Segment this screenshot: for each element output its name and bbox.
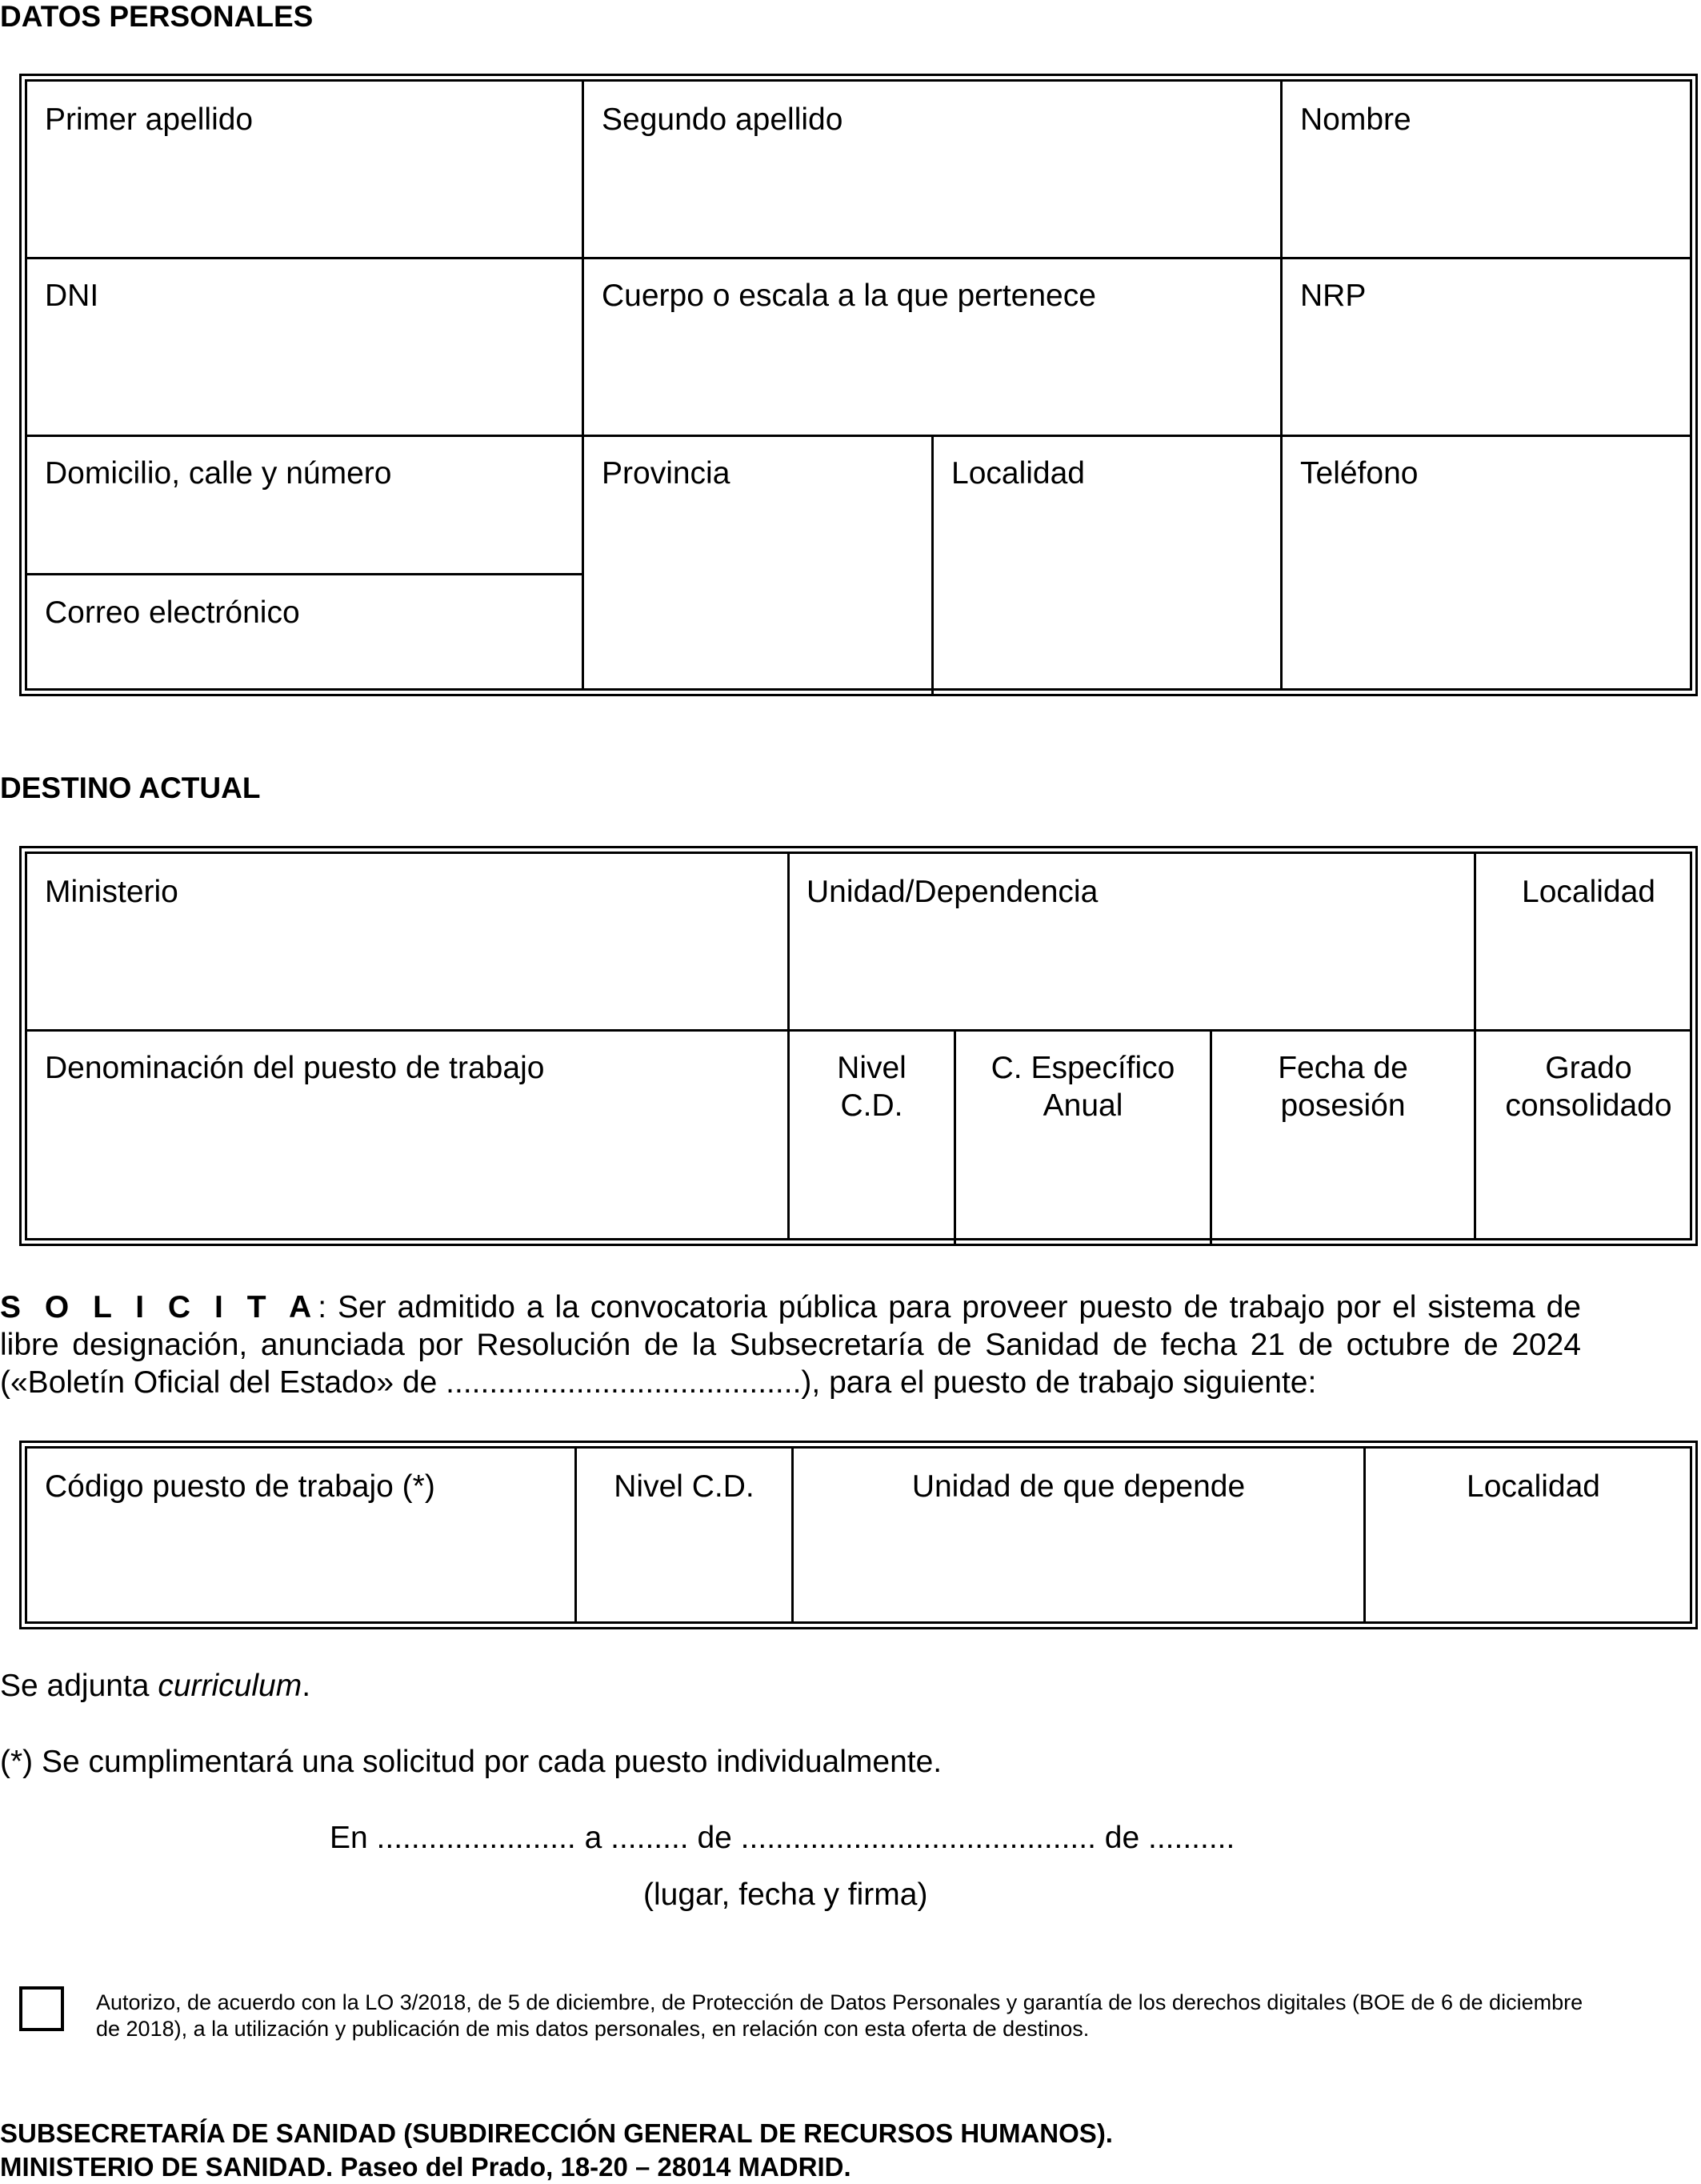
solicita-paragraph [0,1288,1581,1401]
place-date-line[interactable]: En ....................... a ......... de ......................................... de .......... [330,1821,1235,1855]
field-primer-apellido[interactable]: Primer apellido [45,102,254,137]
field-unidad-depende[interactable]: Unidad de que depende [911,1469,1246,1504]
field-domicilio[interactable]: Domicilio, calle y número [45,456,392,491]
solicita-text: : Ser admitido a la convocatoria pública para proveer puesto de trabajo por el sistema de libre designación, anunciada por Resolución de la Subsecretaría de Sanidad de fecha 21 de octubre de 2024 («Boletín Oficial del Estado» de .........................................), para el puesto de trabajo siguiente: [0,1290,1581,1400]
attachment-note: Se adjunta curriculum. [0,1669,311,1703]
field-grado-consolidado[interactable]: Grado consolidado [1505,1051,1672,1123]
field-nivel-cd-solicitado[interactable]: Nivel C.D. [614,1469,754,1504]
signature-caption: (lugar, fecha y firma) [643,1877,928,1912]
field-nombre[interactable]: Nombre [1300,102,1411,137]
field-localidad-solicitado[interactable]: Localidad [1467,1469,1600,1504]
solicita-keyword: S O L I C I T A [0,1290,318,1324]
field-complemento-especifico[interactable]: C. Específico Anual [991,1051,1175,1123]
footer-line-1: SUBSECRETARÍA DE SANIDAD (SUBDIRECCIÓN GENERAL DE RECURSOS HUMANOS). [0,2118,1113,2148]
consent-text: Autorizo, de acuerdo con la LO 3/2018, de 5 de diciembre, de Protección de Datos Personales y garantía de los derechos digitales (BOE de 6 de diciembre de 2018), a la utilización y publicación de mis datos personales, en relación con esta oferta de destinos. [96,1990,1583,2041]
field-nivel-cd[interactable]: Nivel C.D. [837,1051,907,1123]
field-localidad-destino[interactable]: Localidad [1522,875,1655,909]
current-post-table [19,846,1698,1246]
section-heading-datos-personales: DATOS PERSONALES [0,0,314,33]
field-provincia[interactable]: Provincia [602,456,730,491]
field-cuerpo[interactable]: Cuerpo o escala a la que pertenece [602,279,1096,313]
field-nrp[interactable]: NRP [1300,279,1367,313]
requested-post-table [19,1441,1698,1629]
footer-line-2: MINISTERIO DE SANIDAD. Paseo del Prado, 18-20 – 28014 MADRID. [0,2152,851,2182]
field-ministerio[interactable]: Ministerio [45,875,178,909]
field-correo[interactable]: Correo electrónico [45,595,300,630]
field-fecha-posesion[interactable]: Fecha de posesión [1278,1051,1408,1123]
field-unidad-dependencia[interactable]: Unidad/Dependencia [806,875,1099,909]
consent-checkbox[interactable] [19,1986,64,2031]
field-codigo-puesto[interactable]: Código puesto de trabajo (*) [45,1469,435,1504]
field-denominacion-puesto[interactable]: Denominación del puesto de trabajo [45,1051,545,1085]
field-dni[interactable]: DNI [45,279,99,313]
field-segundo-apellido[interactable]: Segundo apellido [602,102,843,137]
section-heading-destino-actual: DESTINO ACTUAL [0,771,261,804]
personal-data-table [19,74,1698,696]
field-localidad[interactable]: Localidad [951,456,1085,491]
asterisk-note: (*) Se cumplimentará una solicitud por cada puesto individualmente. [0,1745,943,1779]
field-telefono[interactable]: Teléfono [1300,456,1419,491]
